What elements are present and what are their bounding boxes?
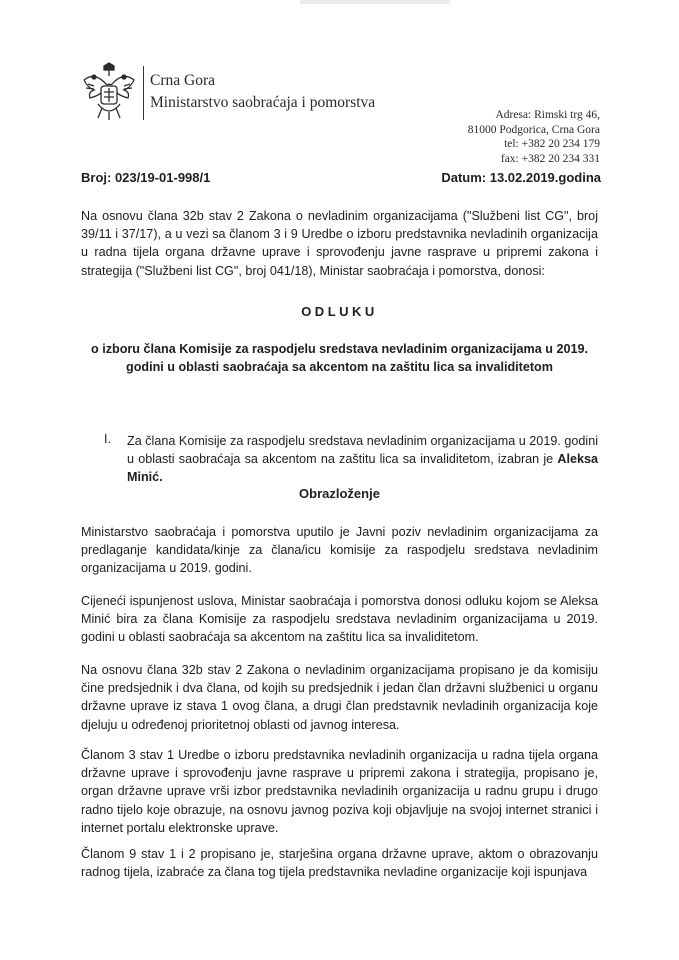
- address-line: Adresa: Rimski trg 46,: [495, 109, 600, 121]
- reasoning-paragraph-5: Članom 9 stav 1 i 2 propisano je, starješina organa državne uprave, aktom o obrazovanju radnog tijela, izabraće za člana tog tijela predstavnika nevladine organizacije koji ispunjava: [81, 847, 598, 880]
- contact-block: [468, 108, 600, 166]
- item-number: I.: [104, 432, 111, 446]
- ministry-name: Ministarstvo saobraćaja i pomorstva: [150, 94, 376, 111]
- tel-line: tel: +382 20 234 179: [504, 138, 600, 150]
- intro-paragraph: Na osnovu člana 32b stav 2 Zakona o nevladinim organizacijama ("Službeni list CG", broj 39/11 i 37/17), a u vezi sa članom 3 i 9 Uredbe o izboru predstavnika nevladinih organizacija u radna tijela organa državne uprave i sprovođenju javne rasprave u pripremi zakona i strategija ("Službeni list CG", broj 041/18), Ministar saobraćaja i pomorstva, donosi:: [81, 209, 598, 278]
- reasoning-paragraph-1: Ministarstvo saobraćaja i pomorstva uputilo je Javni poziv nevladinim organizacijama za predlaganje kandidata/kinje za člana/icu komisije za raspodjelu sredstava nevladinim organizacijama u 2019. godini.: [81, 525, 598, 576]
- decision-subtitle: o izboru člana Komisije za raspodjelu sredstava nevladinim organizacijama u 2019. godini u oblasti saobraćaja sa akcentom na zaštitu lica sa invaliditetom: [91, 342, 588, 374]
- coat-of-arms-icon: [80, 62, 138, 122]
- decision-item: [127, 432, 598, 487]
- fax-line: fax: +382 20 234 331: [500, 152, 600, 165]
- scan-mark: [300, 0, 450, 4]
- document-date: Datum: 13.02.2019.godina: [441, 170, 601, 185]
- decision-title: ODLUKU: [301, 304, 378, 319]
- decision-item-text: Za člana Komisije za raspodjelu sredstava nevladinim organizacijama u 2019. godini u oblasti saobraćaja sa akcentom na zaštitu lica sa invaliditetom, izabran je: [127, 434, 598, 467]
- document-number: Broj: 023/19-01-998/1: [81, 170, 211, 185]
- selected-member-name: Aleksa Minić.: [127, 452, 598, 485]
- reasoning-paragraph-4: Članom 3 stav 1 Uredbe o izboru predstavnika nevladinih organizacija u radna tijela organa državne uprave i sprovođenju javne rasprave u pripremi zakona i strategija, propisano je, organ državne uprave vrši izbor predstavnika nevladinih organizacija u radnu grupu i drugo radno tijelo koje obrazuje, na osnovu javnog poziva koji objavljuje na svojoj internet stranici i internet portalu elektronske uprave.: [81, 748, 598, 835]
- reasoning-heading: Obrazloženje: [299, 486, 380, 501]
- reasoning-paragraph-3: Na osnovu člana 32b stav 2 Zakona o nevladinim organizacijama propisano je da komisiju čine predsjednik i dva člana, od kojih su predsjednik i jedan član državni službenici u organu državne uprave iz stava 1 ovog člana, a drugi član predstavnik nevladinih organizacija koje djeluju u određenoj prioritetnoj oblasti od javnog interesa.: [81, 663, 598, 732]
- reasoning-paragraph-2: Cijeneći ispunjenost uslova, Ministar saobraćaja i pomorstva donosi odluku kojom se Aleksa Minić bira za člana Komisije za raspodjelu sredstava nevladinim organizacijama u 2019. godini u oblasti saobraćaja sa akcentom na zaštitu lica sa invaliditetom.: [81, 594, 598, 645]
- country-name: Crna Gora: [150, 72, 215, 89]
- header-divider: [143, 66, 144, 120]
- city-line: 81000 Podgorica, Crna Gora: [467, 123, 600, 136]
- header-organization: [150, 70, 375, 114]
